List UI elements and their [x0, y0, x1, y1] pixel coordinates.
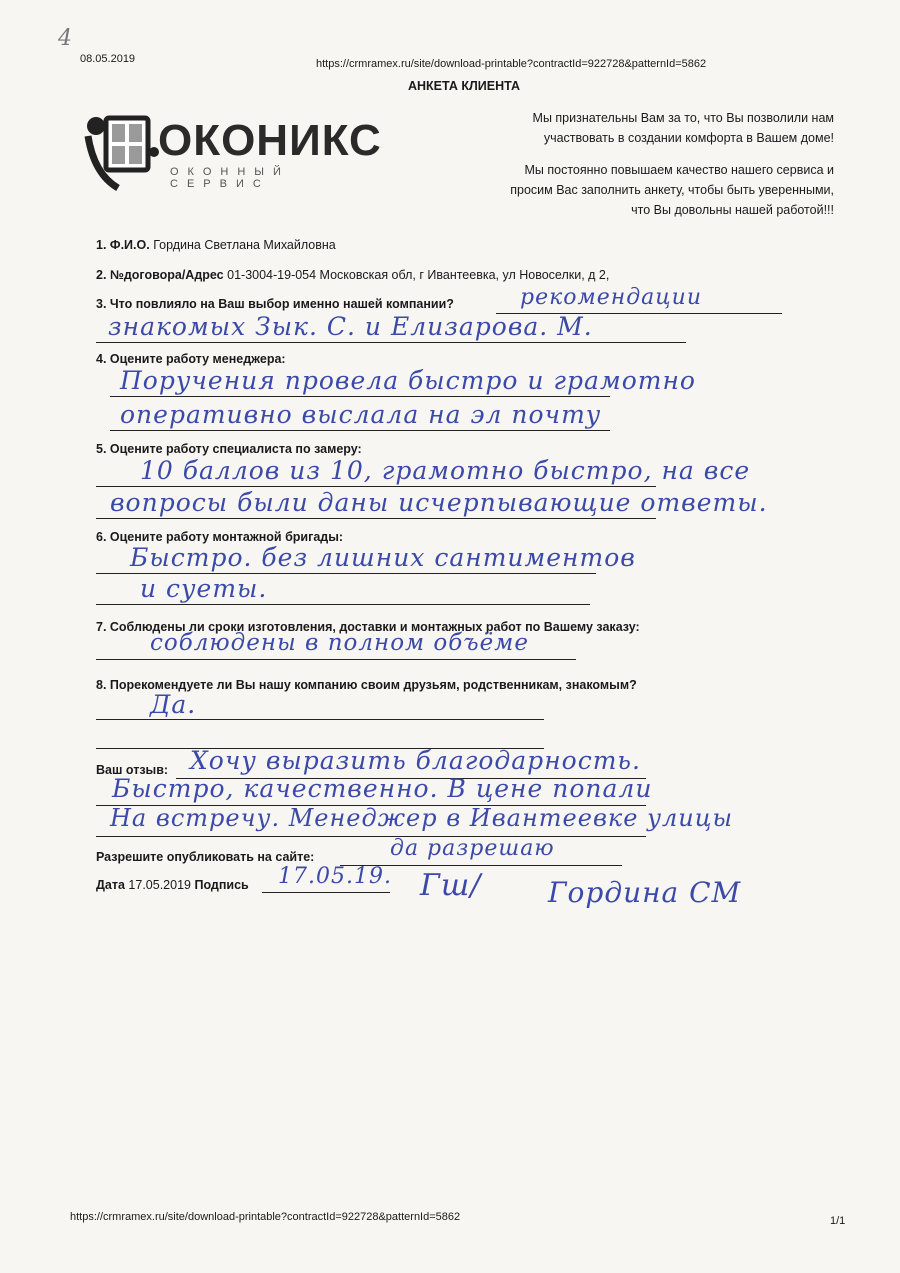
answer-line	[96, 719, 544, 720]
q5-answer-1: 10 баллов из 10, грамотно быстро, на все	[140, 456, 751, 485]
signature-mark: Гш/	[420, 868, 482, 903]
q7-answer-1: соблюдены в полном объёме	[150, 630, 529, 656]
window-logo-icon	[84, 104, 160, 192]
answer-line	[96, 836, 646, 837]
q4-answer-2: оперативно выслала на эл почту	[120, 400, 602, 429]
review-answer-2: Быстро, качественно. В цене попали	[112, 774, 653, 803]
answer-line	[96, 659, 576, 660]
signature-date: 17.05.19.	[278, 864, 392, 889]
q2-value: 01-3004-19-054 Московская обл, г Ивантеевка, ул Новоселки, д 2,	[227, 268, 610, 282]
answer-line	[110, 430, 610, 431]
signature-line	[262, 892, 390, 893]
intro-line: участвовать в создании комфорта в Вашем доме!	[543, 131, 834, 145]
answer-line	[110, 396, 610, 397]
q8-label: 8. Порекомендуете ли Вы нашу компанию своим друзьям, родственникам, знакомым?	[96, 678, 637, 692]
intro-text	[414, 108, 834, 220]
review-answer-1: Хочу выразить благодарность.	[190, 746, 641, 775]
answer-line	[96, 342, 686, 343]
signature-name: Гордина СМ	[548, 876, 742, 909]
date-row	[96, 878, 249, 892]
footer-url: https://crmramex.ru/site/download-printable?contractId=922728&patternId=5862	[70, 1211, 461, 1223]
date-value: 17.05.2019	[128, 878, 191, 892]
print-date: 08.05.2019	[80, 53, 136, 65]
publish-answer: да разрешаю	[390, 836, 555, 861]
q1-value: Гордина Светлана Михайловна	[153, 238, 336, 252]
page-number: 1/1	[830, 1215, 846, 1227]
header-url: https://crmramex.ru/site/download-printable?contractId=922728&patternId=5862	[316, 58, 707, 70]
answer-line	[96, 604, 590, 605]
q3-answer-2: знакомых Зык. С. и Елизарова. М.	[108, 312, 593, 341]
review-answer-3: На встречу. Менеджер в Ивантеевке улицы	[110, 804, 734, 832]
q8-answer-1: Да.	[150, 690, 197, 719]
logo-subtitle: ОКОННЫЙ СЕРВИС	[170, 166, 290, 190]
q4-label: 4. Оцените работу менеджера:	[96, 352, 286, 366]
q3-answer-1: рекомендации	[520, 285, 702, 310]
q1-row	[96, 238, 336, 252]
intro-line: просим Вас заполнить анкету, чтобы быть уверенными,	[510, 183, 834, 197]
q5-answer-2: вопросы были даны исчерпывающие ответы.	[110, 488, 768, 517]
corner-page-mark: 4	[58, 26, 72, 51]
company-logo	[84, 104, 382, 194]
q3-label: 3. Что повлияло на Ваш выбор именно нашей компании?	[96, 297, 454, 311]
intro-line: Мы признательны Вам за то, что Вы позволили нам	[532, 111, 834, 125]
q6-label: 6. Оцените работу монтажной бригады:	[96, 530, 344, 544]
q2-row	[96, 268, 609, 282]
review-label: Ваш отзыв:	[96, 763, 169, 777]
sign-label: Подпись	[194, 878, 249, 892]
publish-label: Разрешите опубликовать на сайте:	[96, 850, 315, 864]
logo-name: ОКОНИКС	[158, 116, 382, 165]
q5-label: 5. Оцените работу специалиста по замеру:	[96, 442, 362, 456]
intro-line: Мы постоянно повышаем качество нашего сервиса и	[524, 163, 834, 177]
answer-line	[96, 518, 656, 519]
intro-line: что Вы довольны нашей работой!!!	[631, 203, 834, 217]
date-label: Дата	[96, 878, 125, 892]
q2-label: 2. №договора/Адрес	[96, 268, 224, 282]
q6-answer-2: и суеты.	[140, 574, 268, 603]
form-title: АНКЕТА КЛИЕНТА	[408, 79, 520, 93]
q4-answer-1: Поручения провела быстро и грамотно	[120, 366, 696, 395]
q7-label: 7. Соблюдены ли сроки изготовления, доставки и монтажных работ по Вашему заказу:	[96, 620, 640, 634]
answer-line	[96, 486, 656, 487]
q1-label: 1. Ф.И.О.	[96, 238, 150, 252]
q6-answer-1: Быстро. без лишних сантиментов	[130, 543, 636, 572]
